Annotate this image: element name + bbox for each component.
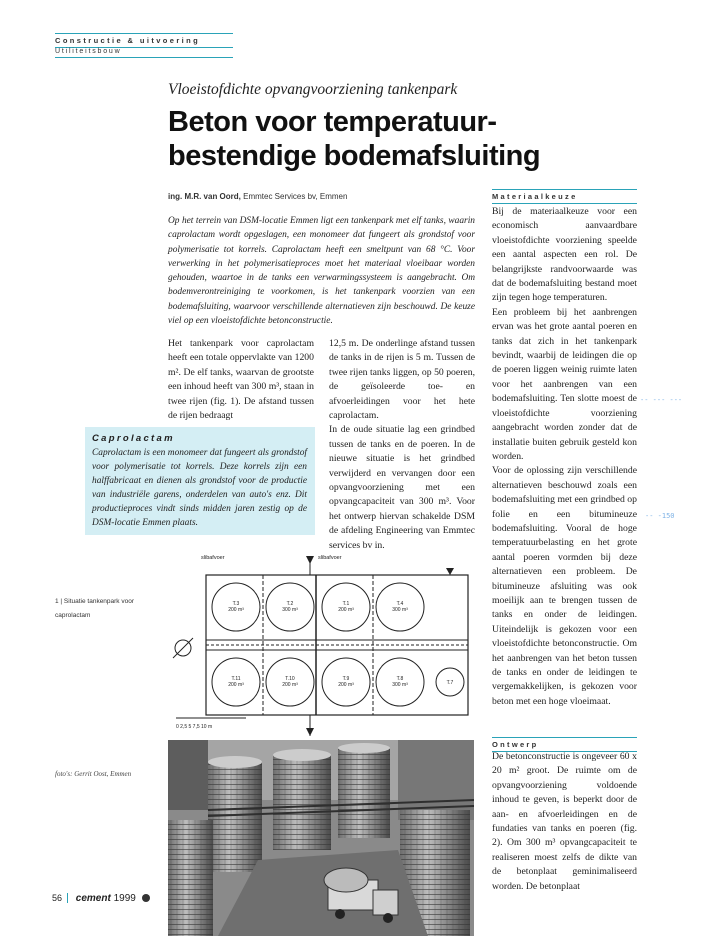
body-column-1: Het tankenpark voor caprolactam heeft een totale oppervlakte van 1200 m². De elf tanks, waarvan de grootste een inhoud heeft van 300 m³, staan in twee rijen (fig. 1). De afstand tussen de rijen bedraagt <box>168 338 314 422</box>
svg-text:200 m³: 200 m³ <box>338 682 354 688</box>
svg-text:200 m³: 200 m³ <box>338 607 354 613</box>
svg-text:T.9: T.9 <box>342 676 350 682</box>
subsection-rubric: Utiliteitsbouw <box>55 47 233 58</box>
svg-text:200 m³: 200 m³ <box>228 682 244 688</box>
author-name: ing. M.R. van Oord, <box>168 192 241 201</box>
svg-text:200 m³: 200 m³ <box>282 682 298 688</box>
page-footer <box>52 893 150 904</box>
materiaalkeuze-p1: Bij de materiaalkeuze voor een economisch aanvaardbare vloeistofdichte voorziening speelde een aantal aspecten een rol. De belangrijkste randvoorwaarde was dat de bodemafsluiting bestand moet zijn tegen hoge temperaturen. <box>492 206 637 304</box>
title-line-2: bestendige bodemafsluiting <box>168 140 541 172</box>
svg-text:T.10: T.10 <box>285 676 295 682</box>
heading-ontwerp: Ontwerp <box>492 737 637 752</box>
sidebar-text: Caprolactam is een monomeer dat fungeert als grondstof voor polymerisatie tot korrels. Deze korrels zijn een halffabricaat en dienen als grondstof voor de productie van industriële garens, onderdelen van auto's enz. Dit productieproces vindt sinds midden jaren zestig op de DSM-locatie Emmen plaats. <box>92 448 307 528</box>
materiaalkeuze-p2: Een probleem bij het aanbrengen ervan was het grote aantal poeren en tanks dat zich in het tankenpark bevindt, waarbij de leidingen die op de poeren liggen weinig ruimte laten voor het aanbrengen van een bodemafsluiting. Ten slotte moest de vloeistofdichte voorziening aangebracht worden zonder dat de installatie buiten gebruik gesteld kon worden. <box>492 306 637 462</box>
label-slibafvoer-right: slibafvoer <box>318 555 342 561</box>
materiaalkeuze-p3: Voor de oplossing zijn verschillende alternatieven beschouwd zoals een bodemafsluiting met een grindbed op folie en een bitumineuze bodemafsluiting. Vooral de hoge temperatuurbelasting en het grote aantal poeren vormden bij deze alternatieven een probleem. De bitumineuze afsluiting was ook moeilijk aan te brengen tussen de tanks en onder de leidingen. Uiteindelijk is gekozen voor een vloeistofdichte betonconstructie. Om het aanbrengen van het beton tussen de tanks en onder de leidingen te vergemakkelijken, is gekozen voor beton met een hoge vloeimaat. <box>492 465 637 707</box>
svg-text:T.8: T.8 <box>396 676 404 682</box>
materiaalkeuze-text <box>492 205 637 709</box>
article-intro: Op het terrein van DSM-locatie Emmen ligt een tankenpark met elf tanks, waarin caprolactam wordt opgeslagen, een monomeer dat fungeert als grondstof voor polymerisatie tot korrels. Caprolactam heeft een smeltpunt van 68 °C. Voor verwerking in het polymerisatieproces moet het materiaal vloeibaar worden gehouden, waartoe in de tanks een verwarmingssysteem is aangebracht. Om bodemverontreiniging te voorkomen, is het tankenpark voorzien van een bodemafsluiting, waarvoor verschillende alternatieven zijn beschouwd. De keuze viel op een vloeistofdichte betonconstructie. <box>168 216 475 327</box>
svg-text:300 m³: 300 m³ <box>282 607 298 613</box>
col2-paragraph-2: In de oude situatie lag een grindbed tussen de tanks en de poeren. In de nieuwe situatie is het grindbed verwijderd en vervangen door een opvangvoorziening met een opvangcapaciteit van 300 m³. Voor het ontwerp hiervan schakelde DSM de afdeling Engineering van Emmtec services bv in. <box>329 424 475 551</box>
page-number: 56 <box>52 893 68 903</box>
svg-text:T.7: T.7 <box>446 680 454 686</box>
col2-paragraph-1: 12,5 m. De onderlinge afstand tussen de tanks in de rijen is 5 m. Tussen de twee rijen tanks liggen, op 50 poeren, de geïsoleerde toe- en afvoerleidingen voor het hete caprolactam. <box>329 338 475 422</box>
caprolactam-sidebar <box>85 427 315 535</box>
section-rubric: Constructie & uitvoering <box>55 33 233 48</box>
heading-materiaalkeuze: Materiaalkeuze <box>492 189 637 204</box>
svg-text:T.1: T.1 <box>342 601 350 607</box>
svg-text:300 m³: 300 m³ <box>392 607 408 613</box>
figure-caption: 1 | Situatie tankenpark voor caprolactam <box>55 598 135 619</box>
margin-artifact: -- -150 <box>645 512 675 520</box>
scale-label: 0 2,5 5 7,5 10 m <box>176 724 213 730</box>
tank-park-photo <box>168 740 474 936</box>
sidebar-title: Caprolactam <box>92 433 175 444</box>
article-kicker: Vloeistofdichte opvangvoorziening tankenpark <box>168 81 458 98</box>
svg-text:200 m³: 200 m³ <box>228 607 244 613</box>
site-plan-figure <box>168 548 474 738</box>
margin-artifact: -- --- --- <box>640 396 683 404</box>
svg-text:T.3: T.3 <box>232 601 240 607</box>
title-line-1: Beton voor temperatuur- <box>168 106 497 138</box>
article-title <box>168 105 608 173</box>
svg-text:T.11: T.11 <box>231 676 241 682</box>
magazine-logo-icon <box>142 894 150 902</box>
magazine-name: cement <box>75 893 111 904</box>
label-slibafvoer-left: slibafvoer <box>201 555 225 561</box>
author-org: Emmtec Services bv, Emmen <box>243 192 348 201</box>
magazine-year: 1999 <box>113 893 136 904</box>
svg-text:300 m³: 300 m³ <box>392 682 408 688</box>
body-column-2 <box>329 337 475 553</box>
ontwerp-text: De betonconstructie is ongeveer 60 x 20 m² groot. De ruimte om de opvangvoorziening voldoende inhoud te geven, is beperkt door de aan- en afvoerleidingen en de fundaties van tanks en poeren (fig. 2). Om 300 m³ opvangcapaciteit te realiseren moest zelfs de dikte van de betonplaat geminimaliseerd worden. De betonplaat <box>492 751 637 892</box>
photo-credit: foto's: Gerrit Oost, Emmen <box>55 770 132 778</box>
author-line <box>168 192 347 201</box>
svg-text:T.4: T.4 <box>396 601 404 607</box>
svg-text:T.2: T.2 <box>286 601 294 607</box>
